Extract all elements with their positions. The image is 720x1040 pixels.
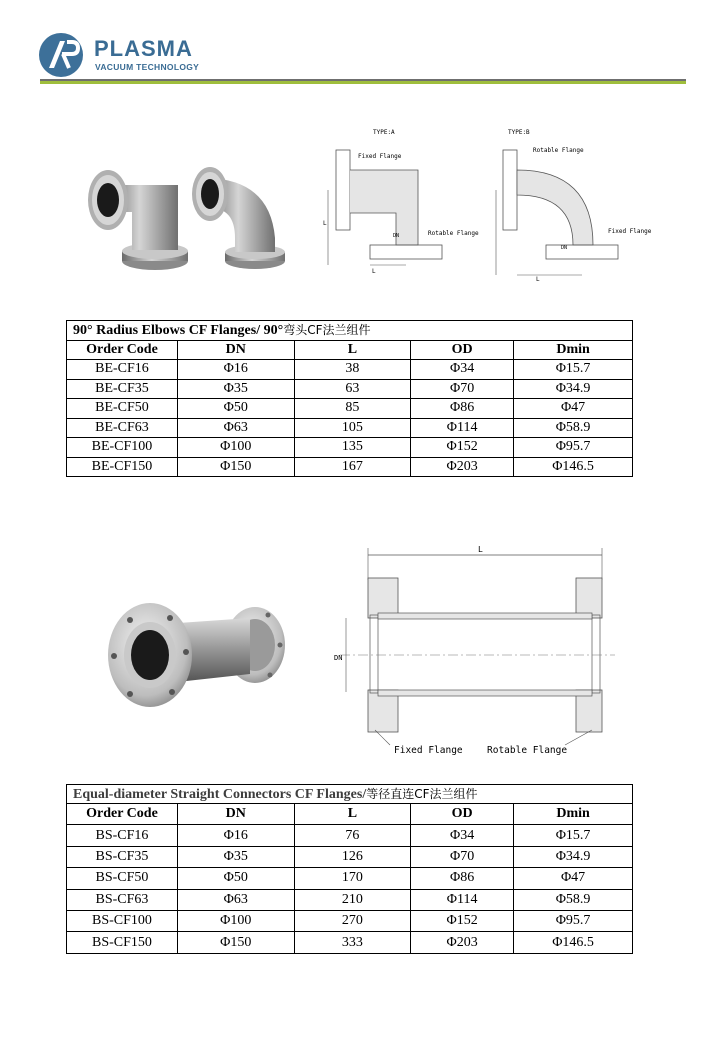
cell-od: Φ86 bbox=[411, 868, 514, 889]
straight-connector-photo bbox=[100, 590, 295, 720]
column-header-dn: DN bbox=[177, 804, 294, 825]
type-a-rotable-flange-label: Rotable Flange bbox=[428, 230, 479, 237]
cell-dn: Φ50 bbox=[177, 399, 294, 419]
drawing-dim-l: L bbox=[478, 545, 483, 554]
cell-l: 76 bbox=[294, 825, 411, 846]
table-row bbox=[67, 889, 633, 910]
straight-connector-spec-table bbox=[66, 784, 633, 954]
type-b-label: TYPE:B bbox=[508, 129, 530, 136]
table-row bbox=[67, 932, 633, 953]
cell-dmin: Φ95.7 bbox=[514, 910, 633, 931]
table-row bbox=[67, 379, 633, 399]
header-accent-divider bbox=[40, 81, 686, 84]
cell-order-code: BE-CF150 bbox=[67, 457, 178, 477]
cell-dmin: Φ58.9 bbox=[514, 418, 633, 438]
elbow-table-title: 90° Radius Elbows CF Flanges/ 90°弯头CF法兰组件 bbox=[67, 321, 633, 341]
cell-dn: Φ150 bbox=[177, 457, 294, 477]
cell-order-code: BE-CF63 bbox=[67, 418, 178, 438]
cell-dmin: Φ58.9 bbox=[514, 889, 633, 910]
cell-order-code: BS-CF63 bbox=[67, 889, 178, 910]
cell-order-code: BE-CF16 bbox=[67, 360, 178, 380]
table-row bbox=[67, 846, 633, 867]
cell-order-code: BS-CF35 bbox=[67, 846, 178, 867]
cell-od: Φ203 bbox=[411, 932, 514, 953]
cell-l: 85 bbox=[294, 399, 411, 419]
drawing-rotable-flange-label: Rotable Flange bbox=[487, 745, 568, 756]
cell-l: 270 bbox=[294, 910, 411, 931]
cell-l: 126 bbox=[294, 846, 411, 867]
type-a-fixed-flange-label: Fixed Flange bbox=[358, 153, 402, 160]
table-row bbox=[67, 825, 633, 846]
brand-tagline: VACUUM TECHNOLOGY bbox=[95, 62, 200, 72]
table-title-row bbox=[67, 321, 633, 341]
cell-dn: Φ100 bbox=[177, 910, 294, 931]
column-header-l: L bbox=[294, 340, 411, 360]
column-header-l: L bbox=[294, 804, 411, 825]
cell-dn: Φ35 bbox=[177, 379, 294, 399]
cell-order-code: BS-CF16 bbox=[67, 825, 178, 846]
cell-dmin: Φ95.7 bbox=[514, 438, 633, 458]
cell-l: 105 bbox=[294, 418, 411, 438]
cell-od: Φ152 bbox=[411, 910, 514, 931]
table-row bbox=[67, 399, 633, 419]
cell-dmin: Φ146.5 bbox=[514, 932, 633, 953]
cell-od: Φ152 bbox=[411, 438, 514, 458]
straight-connector-technical-drawing bbox=[330, 540, 620, 765]
plasma-logo-icon bbox=[38, 32, 84, 78]
cell-dmin: Φ34.9 bbox=[514, 846, 633, 867]
cell-l: 135 bbox=[294, 438, 411, 458]
table-title-row bbox=[67, 785, 633, 804]
cell-od: Φ34 bbox=[411, 360, 514, 380]
cell-order-code: BE-CF50 bbox=[67, 399, 178, 419]
table-row bbox=[67, 360, 633, 380]
table-row bbox=[67, 910, 633, 931]
column-header-order-code: Order Code bbox=[67, 804, 178, 825]
cell-l: 170 bbox=[294, 868, 411, 889]
cell-l: 167 bbox=[294, 457, 411, 477]
column-header-od: OD bbox=[411, 804, 514, 825]
table-row bbox=[67, 438, 633, 458]
cell-dn: Φ16 bbox=[177, 825, 294, 846]
cell-od: Φ86 bbox=[411, 399, 514, 419]
cell-dn: Φ63 bbox=[177, 889, 294, 910]
cell-dmin: Φ146.5 bbox=[514, 457, 633, 477]
cell-od: Φ34 bbox=[411, 825, 514, 846]
cell-l: 38 bbox=[294, 360, 411, 380]
drawing-fixed-flange-label: Fixed Flange bbox=[394, 745, 463, 756]
column-header-order-code: Order Code bbox=[67, 340, 178, 360]
column-header-od: OD bbox=[411, 340, 514, 360]
cell-dmin: Φ15.7 bbox=[514, 825, 633, 846]
cell-od: Φ114 bbox=[411, 418, 514, 438]
cell-l: 63 bbox=[294, 379, 411, 399]
cell-od: Φ203 bbox=[411, 457, 514, 477]
cell-order-code: BE-CF100 bbox=[67, 438, 178, 458]
svg-text:L: L bbox=[536, 276, 540, 283]
type-a-label: TYPE:A bbox=[373, 129, 395, 136]
table-header-row bbox=[67, 340, 633, 360]
column-header-dmin: Dmin bbox=[514, 804, 633, 825]
table-header-row bbox=[67, 804, 633, 825]
page-header bbox=[0, 0, 720, 90]
cell-dn: Φ100 bbox=[177, 438, 294, 458]
column-header-dmin: Dmin bbox=[514, 340, 633, 360]
cell-dmin: Φ34.9 bbox=[514, 379, 633, 399]
cell-dn: Φ35 bbox=[177, 846, 294, 867]
brand-name: PLASMA bbox=[94, 36, 193, 61]
cell-dn: Φ16 bbox=[177, 360, 294, 380]
svg-text:L: L bbox=[323, 220, 327, 227]
elbow-spec-table bbox=[66, 320, 633, 477]
cell-od: Φ70 bbox=[411, 379, 514, 399]
straight-table-title: Equal-diameter Straight Connectors CF Flanges/等径直连CF法兰组件 bbox=[67, 785, 633, 804]
cell-dmin: Φ47 bbox=[514, 868, 633, 889]
type-b-fixed-flange-label: Fixed Flange bbox=[608, 228, 652, 235]
cell-l: 210 bbox=[294, 889, 411, 910]
svg-text:DN: DN bbox=[561, 245, 568, 251]
cell-dmin: Φ47 bbox=[514, 399, 633, 419]
drawing-dim-dn: DN bbox=[334, 654, 343, 662]
cell-order-code: BS-CF100 bbox=[67, 910, 178, 931]
cell-dn: Φ150 bbox=[177, 932, 294, 953]
cell-l: 333 bbox=[294, 932, 411, 953]
cell-dmin: Φ15.7 bbox=[514, 360, 633, 380]
elbow-technical-drawing bbox=[318, 125, 658, 285]
table-row bbox=[67, 418, 633, 438]
column-header-dn: DN bbox=[177, 340, 294, 360]
elbow-product-photo bbox=[70, 150, 300, 275]
svg-text:L: L bbox=[372, 268, 376, 275]
table-row bbox=[67, 457, 633, 477]
cell-order-code: BS-CF150 bbox=[67, 932, 178, 953]
cell-order-code: BE-CF35 bbox=[67, 379, 178, 399]
cell-od: Φ114 bbox=[411, 889, 514, 910]
table-row bbox=[67, 868, 633, 889]
type-b-rotable-flange-label: Rotable Flange bbox=[533, 147, 584, 154]
cell-dn: Φ50 bbox=[177, 868, 294, 889]
cell-dn: Φ63 bbox=[177, 418, 294, 438]
cell-order-code: BS-CF50 bbox=[67, 868, 178, 889]
cell-od: Φ70 bbox=[411, 846, 514, 867]
svg-text:DN: DN bbox=[393, 233, 400, 239]
